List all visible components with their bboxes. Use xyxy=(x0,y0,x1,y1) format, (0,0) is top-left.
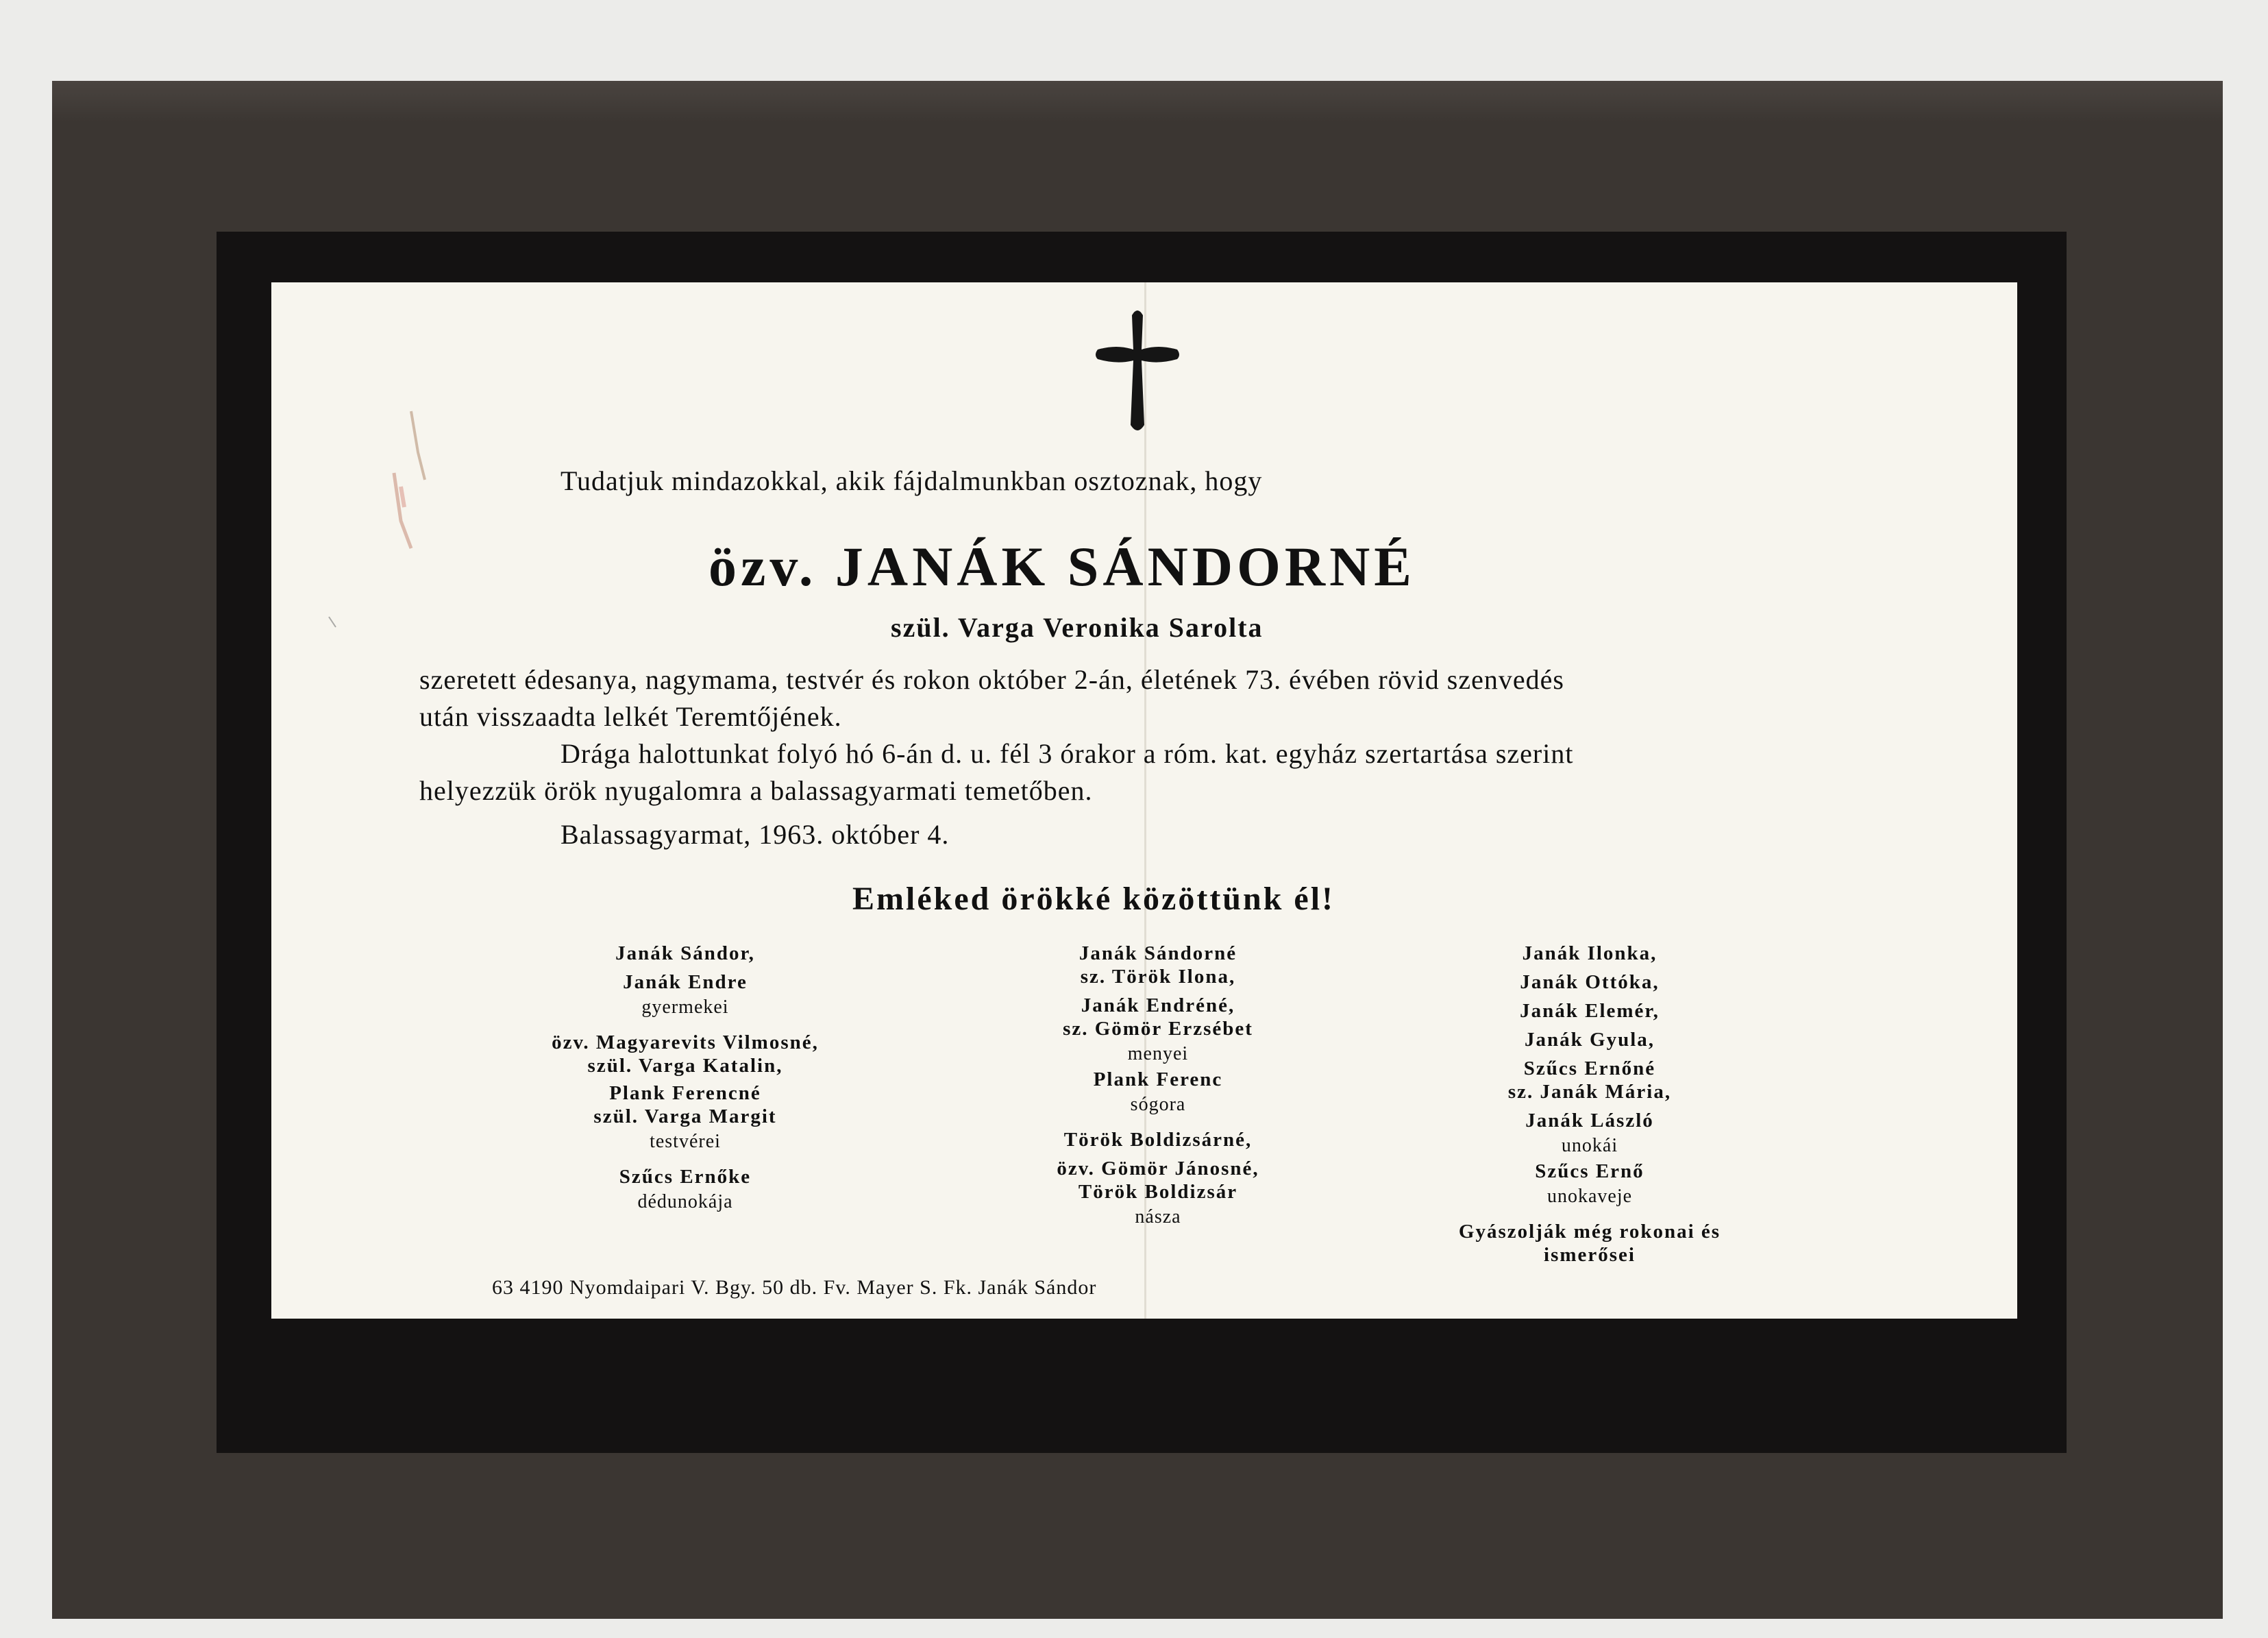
mourner-name: Janák Ilonka, xyxy=(1522,942,1657,964)
mourner-name: szül. Varga Margit xyxy=(593,1105,777,1127)
place-date-line: Balassagyarmat, 1963. október 4. xyxy=(560,819,950,850)
maiden-name: szül. Varga Veronika Sarolta xyxy=(891,612,1264,643)
mourner-name: Török Boldizsárné, xyxy=(1063,1129,1253,1151)
deceased-name: özv. JANÁK SÁNDORNÉ xyxy=(708,535,1416,598)
mourner-name: Janák Sándor, xyxy=(615,942,755,964)
closing-line: Gyászolják még rokonai és xyxy=(1458,1221,1721,1243)
mourner-name: Janák Gyula, xyxy=(1525,1029,1655,1051)
relation-label: testvérei xyxy=(650,1131,721,1152)
mourner-name: sz. Gömör Erzsébet xyxy=(1063,1018,1253,1040)
mourner-name: Szűcs Ernőke xyxy=(619,1166,752,1188)
mourners-column-middle xyxy=(994,942,1322,1231)
text-line-3: Drága halottunkat folyó hó 6-án d. u. fél 3 órakor a róm. kat. egyház szertartása szerint xyxy=(560,738,1574,769)
mourner-name: Janák László xyxy=(1525,1110,1654,1132)
mourner-name: Janák Sándorné xyxy=(1078,942,1237,964)
mourner-name: Janák Endre xyxy=(623,971,748,993)
mourner-name: Szűcs Ernőné xyxy=(1523,1058,1656,1079)
relation-label: menyei xyxy=(1127,1043,1189,1064)
relation-label: sógora xyxy=(1130,1094,1186,1115)
relation-label: násza xyxy=(1135,1206,1181,1227)
motto: Emléked örökké közöttünk él! xyxy=(852,881,1335,917)
intro-text: Tudatjuk mindazokkal, akik fájdalmunkban osztoznak, hogy xyxy=(560,465,1263,496)
text-line-4: helyezzük örök nyugalomra a balassagyarmati temetőben. xyxy=(419,775,1093,806)
relation-label: unokaveje xyxy=(1546,1186,1633,1207)
mourners-column-right xyxy=(1398,942,1782,1267)
mourner-name: Szűcs Ernő xyxy=(1535,1160,1644,1182)
cross-icon xyxy=(1089,302,1185,439)
mourner-name: szül. Varga Katalin, xyxy=(587,1055,783,1077)
relation-label: unokái xyxy=(1561,1135,1618,1156)
mourner-name: Janák Ottóka, xyxy=(1520,971,1660,993)
relation-label: dédunokája xyxy=(637,1191,733,1212)
relation-label: gyermekei xyxy=(641,997,729,1018)
mourner-name: Plank Ferencné xyxy=(609,1082,761,1104)
mourner-name: Török Boldizsár xyxy=(1078,1181,1238,1203)
mourner-name: Janák Endréné, xyxy=(1081,994,1235,1016)
text-line-1: szeretett édesanya, nagymama, testvér és rokon október 2-án, életének 73. évében rövid szenvedés xyxy=(419,664,1564,695)
text-line-2: után visszaadta lelkét Teremtőjének. xyxy=(419,701,842,732)
mourner-name: özv. Gömör Jánosné, xyxy=(1057,1158,1259,1179)
ink-stain-marks xyxy=(315,370,466,631)
mourner-name: özv. Magyarevits Vilmosné, xyxy=(552,1031,819,1053)
mourners-column-left xyxy=(480,942,891,1216)
printer-imprint: 63 4190 Nyomdaipari V. Bgy. 50 db. Fv. Mayer S. Fk. Janák Sándor xyxy=(492,1276,1097,1299)
mourner-name: Janák Elemér, xyxy=(1520,1000,1660,1022)
mourner-name: sz. Janák Mária, xyxy=(1507,1081,1672,1103)
mourner-name: Plank Ferenc xyxy=(1093,1068,1223,1090)
closing-line: ismerősei xyxy=(1544,1244,1636,1266)
mourner-name: sz. Török Ilona, xyxy=(1080,966,1236,988)
